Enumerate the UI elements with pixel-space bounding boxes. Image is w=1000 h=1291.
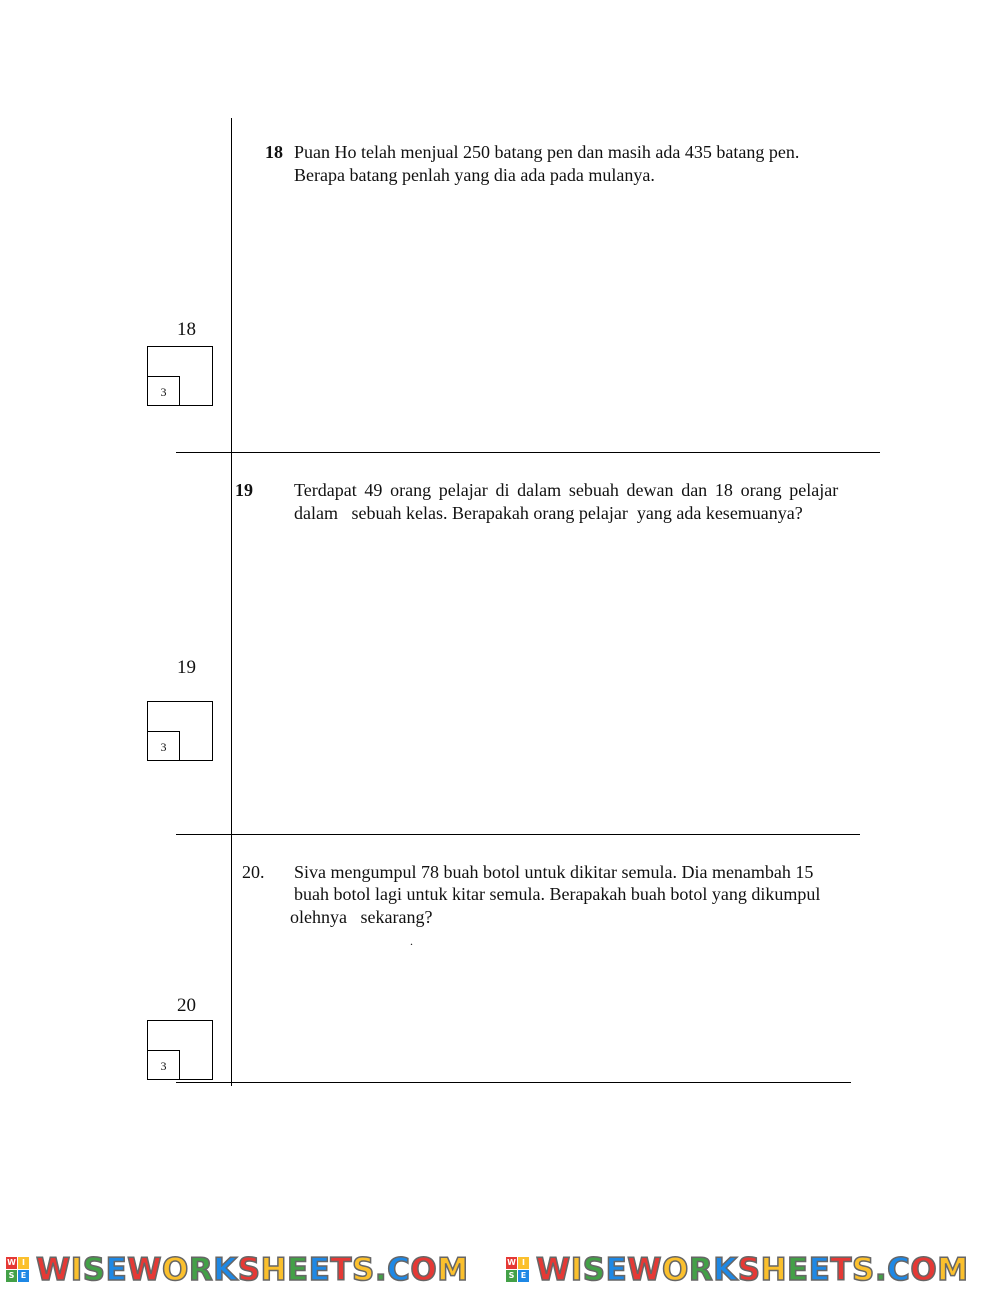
question-number-19: 19 xyxy=(235,480,253,500)
question-18-line-1: Puan Ho telah menjual 250 batang pen dan masih ada 435 batang pen. xyxy=(294,142,800,162)
logo-letter-w: W xyxy=(507,1258,516,1267)
logo-letter-s: S xyxy=(6,1270,17,1282)
question-20-line-3: olehnya sekarang? xyxy=(290,907,433,927)
brand-name-1: WISEWORKSHEETS.COM xyxy=(36,1252,469,1288)
mark-label-19: 19 xyxy=(177,657,196,678)
mark-label-20: 20 xyxy=(177,995,196,1016)
wise-logo-icon xyxy=(6,1257,30,1283)
mark-box-18 xyxy=(147,346,213,406)
question-number-18: 18 xyxy=(265,142,283,162)
logo-letter-i: I xyxy=(518,1257,529,1269)
question-18-line-2: Berapa batang penlah yang dia ada pada mulanya. xyxy=(294,165,655,185)
mark-value-20: 3 xyxy=(147,1050,180,1080)
stray-dot-mark: . xyxy=(410,934,413,948)
mark-value-19: 3 xyxy=(147,731,180,761)
footer-watermark xyxy=(0,1254,1000,1288)
logo-letter-w: W xyxy=(7,1258,16,1267)
logo-letter-s: S xyxy=(506,1270,517,1282)
wise-logo-icon xyxy=(506,1257,530,1283)
brand-name-2: WISEWORKSHEETS.COM xyxy=(536,1252,969,1288)
section-divider-20 xyxy=(176,1082,851,1083)
logo-letter-e: E xyxy=(18,1270,29,1282)
mark-box-20 xyxy=(147,1020,213,1080)
logo-letter-e: E xyxy=(518,1270,529,1282)
mark-box-19 xyxy=(147,701,213,761)
mark-value-18: 3 xyxy=(147,376,180,406)
mark-label-18: 18 xyxy=(177,319,196,340)
section-divider-19 xyxy=(176,834,860,835)
question-number-20: 20. xyxy=(242,862,265,882)
logo-letter-i: I xyxy=(18,1257,29,1269)
section-divider-18 xyxy=(176,452,880,453)
question-20-line-1: Siva mengumpul 78 buah botol untuk dikitar semula. Dia menambah 15 xyxy=(294,862,814,882)
question-19-line-1: Terdapat 49 orang pelajar di dalam sebuah dewan dan 18 orang pelajar xyxy=(294,480,839,500)
margin-divider-line xyxy=(231,118,232,1086)
question-19-line-2: dalam sebuah kelas. Berapakah orang pelajar yang ada kesemuanya? xyxy=(294,503,803,523)
question-20-line-2: buah botol lagi untuk kitar semula. Berapakah buah botol yang dikumpul xyxy=(294,884,821,904)
